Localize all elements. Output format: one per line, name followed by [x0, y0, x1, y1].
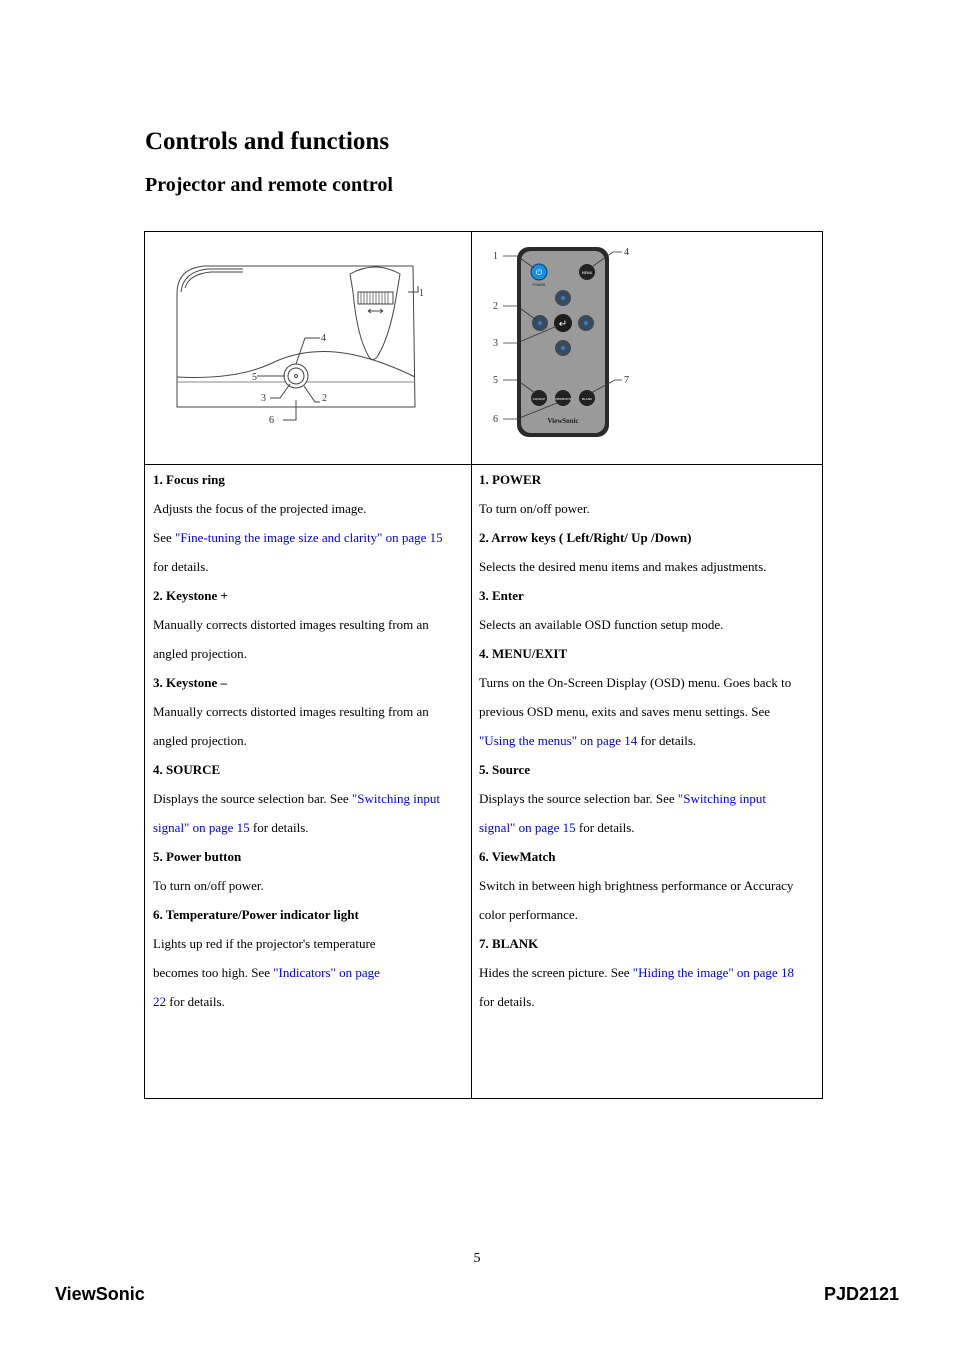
item-description: for details.: [479, 994, 535, 1009]
cross-reference-link[interactable]: "Indicators" on page: [273, 965, 380, 980]
callout-label: 3: [493, 338, 498, 349]
item-description: [479, 958, 794, 987]
item-description: [479, 813, 794, 842]
item-description: previous OSD menu, exits and saves menu settings. See: [479, 704, 771, 719]
callout-label: 1: [419, 288, 424, 299]
item-description: Manually corrects distorted images resulting from an: [153, 704, 429, 719]
callout-label: 4: [624, 247, 629, 258]
svg-text:↵: ↵: [558, 319, 568, 330]
item-description: angled projection.: [153, 646, 247, 661]
item-description: [153, 958, 443, 987]
projector-controls-list: [153, 465, 443, 1016]
item-description: Turns on the On-Screen Display (OSD) menu. Goes back to: [479, 675, 792, 690]
item-heading: 2. Arrow keys ( Left/Right/ Up /Down): [479, 530, 692, 545]
callout-label: 1: [493, 251, 498, 262]
viewmatch-label: VIEWMATCH: [555, 398, 571, 401]
cross-reference-link[interactable]: "Switching input: [351, 791, 440, 806]
text-span: Displays the source selection bar. See: [479, 791, 678, 806]
item-heading: 1. POWER: [479, 472, 542, 487]
cross-reference-link[interactable]: 22: [153, 994, 166, 1009]
callout-label: 6: [269, 415, 274, 426]
item-description: Manually corrects distorted images resulting from an: [153, 617, 429, 632]
power-label: POWER: [532, 283, 546, 287]
item-heading: 2. Keystone +: [153, 588, 228, 603]
item-heading: 1. Focus ring: [153, 472, 225, 487]
footer-model: PJD2121: [823, 1284, 899, 1304]
item-description: [479, 726, 794, 755]
item-description: Adjusts the focus of the projected image.: [153, 501, 367, 516]
footer-brand: ViewSonic: [55, 1284, 145, 1304]
text-span: Displays the source selection bar. See: [153, 791, 352, 806]
item-heading: 5. Power button: [153, 849, 242, 864]
callout-label: 6: [493, 414, 498, 425]
item-description: [153, 987, 443, 1016]
callout-label: 7: [624, 375, 629, 386]
item-description: Lights up red if the projector's temperature: [153, 936, 376, 951]
item-heading: 3. Enter: [479, 588, 524, 603]
callout-label: 2: [493, 301, 498, 312]
callout-label: 4: [321, 333, 326, 344]
remote-control-diagram: [487, 242, 667, 452]
svg-text:⏻: ⏻: [535, 268, 543, 277]
controls-table: [144, 231, 823, 1099]
item-description: Selects the desired menu items and makes adjustments.: [479, 559, 767, 574]
item-description: Selects an available OSD function setup mode.: [479, 617, 724, 632]
text-span: for details.: [637, 733, 697, 748]
item-description: To turn on/off power.: [153, 878, 264, 893]
cross-reference-link[interactable]: signal" on page 15: [479, 820, 576, 835]
callout-label: 5: [493, 375, 498, 386]
section-heading: Projector and remote control: [145, 174, 393, 196]
projector-diagram: [165, 252, 455, 452]
item-description: [153, 784, 443, 813]
item-description: [479, 784, 794, 813]
page-title: Controls and functions: [145, 128, 390, 155]
text-span: See: [153, 530, 176, 545]
item-description: [153, 813, 443, 842]
remote-brand-label: ViewSonic: [547, 417, 579, 425]
item-description: angled projection.: [153, 733, 247, 748]
item-description: To turn on/off power.: [479, 501, 590, 516]
item-description: for details.: [153, 559, 209, 574]
item-heading: 7. BLANK: [479, 936, 539, 951]
item-heading: 6. ViewMatch: [479, 849, 556, 864]
callout-label: 2: [322, 393, 327, 404]
page-number: 5: [473, 1251, 481, 1266]
cross-reference-link[interactable]: signal" on page 15: [153, 820, 250, 835]
item-heading: 4. SOURCE: [153, 762, 221, 777]
remote-controls-list: [479, 465, 794, 1016]
text-span: for details.: [249, 820, 309, 835]
callout-label: 5: [252, 372, 257, 383]
source-label: SOURCE: [532, 397, 546, 401]
text-span: for details.: [575, 820, 635, 835]
text-span: for details.: [166, 994, 225, 1009]
item-heading: 6. Temperature/Power indicator light: [153, 907, 359, 922]
text-span: Hides the screen picture. See: [479, 965, 633, 980]
cross-reference-link[interactable]: "Switching input: [677, 791, 766, 806]
cross-reference-link[interactable]: "Using the menus" on page 14: [479, 733, 638, 748]
item-heading: 5. Source: [479, 762, 531, 777]
cross-reference-link[interactable]: "Hiding the image" on page 18: [632, 965, 794, 980]
blank-label: BLANK: [581, 397, 593, 401]
table-column-divider: [471, 232, 472, 1098]
item-description: Switch in between high brightness performance or Accuracy: [479, 878, 794, 893]
menu-label: MENU: [581, 271, 593, 275]
item-heading: 3. Keystone –: [153, 675, 228, 690]
item-description: [153, 523, 443, 552]
callout-label: 3: [261, 393, 266, 404]
cross-reference-link[interactable]: "Fine-tuning the image size and clarity" on page 15: [175, 530, 443, 545]
item-heading: 4. MENU/EXIT: [479, 646, 568, 661]
text-span: becomes too high. See: [153, 965, 274, 980]
item-description: color performance.: [479, 907, 578, 922]
